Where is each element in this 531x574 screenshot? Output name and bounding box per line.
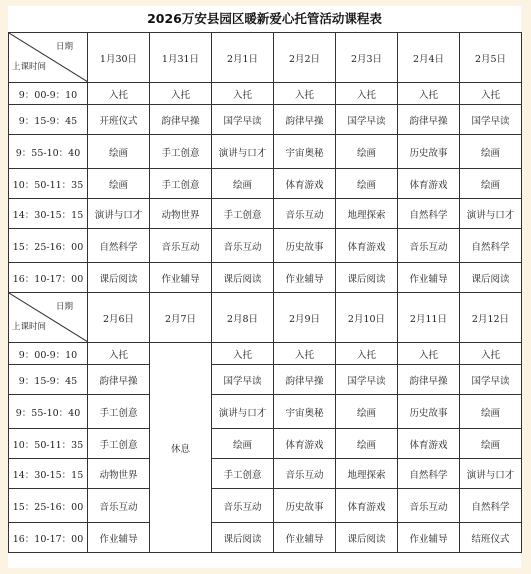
activity-cell: 入托	[460, 83, 522, 105]
date-header-cell: 2月11日	[398, 293, 460, 343]
activity-cell: 课后阅读	[336, 523, 398, 553]
activity-cell: 音乐互动	[274, 199, 336, 229]
activity-cell: 体育游戏	[336, 229, 398, 263]
schedule-row	[9, 105, 522, 135]
schedule-row	[9, 395, 522, 429]
time-slot-cell: 9：55-10：40	[9, 135, 88, 169]
activity-cell: 入托	[212, 83, 274, 105]
activity-cell: 历史故事	[274, 489, 336, 523]
activity-cell: 自然科学	[398, 199, 460, 229]
activity-cell: 韵律早操	[274, 365, 336, 395]
corner-header-cell	[9, 293, 88, 343]
activity-cell: 绘画	[212, 169, 274, 199]
activity-cell: 入托	[150, 83, 212, 105]
activity-cell: 入托	[460, 343, 522, 365]
activity-cell: 课后阅读	[212, 263, 274, 293]
date-header-cell: 2月9日	[274, 293, 336, 343]
schedule-row	[9, 263, 522, 293]
date-header-cell: 2月2日	[274, 33, 336, 83]
activity-cell: 演讲与口才	[212, 395, 274, 429]
activity-cell: 开班仪式	[88, 105, 150, 135]
date-axis-label: 日期	[55, 42, 73, 52]
schedule-row	[9, 459, 522, 489]
page-title: 2026万安县园区暖新爱心托管活动课程表	[147, 11, 382, 26]
activity-cell: 课后阅读	[88, 263, 150, 293]
time-slot-cell: 10：50-11：35	[9, 169, 88, 199]
activity-cell: 地理探索	[336, 199, 398, 229]
date-header-cell: 2月7日	[150, 293, 212, 343]
schedule-row	[9, 83, 522, 105]
activity-cell: 音乐互动	[398, 489, 460, 523]
activity-cell: 入托	[398, 83, 460, 105]
activity-cell: 入托	[336, 83, 398, 105]
date-header-cell: 2月1日	[212, 33, 274, 83]
activity-cell: 自然科学	[88, 229, 150, 263]
schedule-row	[9, 199, 522, 229]
activity-cell: 韵律早操	[88, 365, 150, 395]
activity-cell: 绘画	[460, 169, 522, 199]
time-slot-cell: 16：10-17：00	[9, 523, 88, 553]
diagonal-divider	[9, 33, 88, 82]
activity-cell: 动物世界	[88, 459, 150, 489]
header-row	[9, 293, 522, 343]
activity-cell: 音乐互动	[274, 459, 336, 489]
activity-cell: 国学早读	[212, 365, 274, 395]
date-header-cell: 1月31日	[150, 33, 212, 83]
activity-cell: 手工创意	[212, 199, 274, 229]
activity-cell: 演讲与口才	[212, 135, 274, 169]
activity-cell: 宇宙奥秘	[274, 135, 336, 169]
date-header-cell: 2月10日	[336, 293, 398, 343]
time-slot-cell: 9：15-9：45	[9, 105, 88, 135]
activity-cell: 绘画	[88, 169, 150, 199]
activity-cell: 绘画	[460, 395, 522, 429]
corner-header-cell	[9, 33, 88, 83]
activity-cell: 绘画	[336, 429, 398, 459]
activity-cell: 体育游戏	[398, 429, 460, 459]
time-axis-label: 上课时间	[12, 62, 47, 72]
date-header-cell: 2月4日	[398, 33, 460, 83]
activity-cell: 韵律早操	[398, 365, 460, 395]
time-slot-cell: 9：55-10：40	[9, 395, 88, 429]
activity-cell: 音乐互动	[398, 229, 460, 263]
activity-cell: 自然科学	[460, 489, 522, 523]
activity-cell: 入托	[274, 83, 336, 105]
time-slot-cell: 14：30-15：15	[9, 459, 88, 489]
activity-cell: 作业辅导	[150, 263, 212, 293]
activity-cell: 作业辅导	[398, 263, 460, 293]
activity-cell: 入托	[88, 83, 150, 105]
time-slot-cell: 9：15-9：45	[9, 365, 88, 395]
activity-cell: 演讲与口才	[460, 199, 522, 229]
activity-cell: 韵律早操	[274, 105, 336, 135]
activity-cell: 手工创意	[88, 429, 150, 459]
activity-cell: 历史故事	[398, 395, 460, 429]
activity-cell: 韵律早操	[150, 105, 212, 135]
activity-cell: 演讲与口才	[88, 199, 150, 229]
activity-cell: 绘画	[212, 429, 274, 459]
activity-cell: 宇宙奥秘	[274, 395, 336, 429]
activity-cell: 作业辅导	[398, 523, 460, 553]
activity-cell: 绘画	[460, 135, 522, 169]
activity-cell: 地理探索	[336, 459, 398, 489]
activity-cell: 绘画	[336, 135, 398, 169]
activity-cell: 入托	[398, 343, 460, 365]
activity-cell: 国学早读	[460, 105, 522, 135]
activity-cell: 课后阅读	[336, 263, 398, 293]
schedule-row	[9, 365, 522, 395]
schedule-row	[9, 343, 522, 365]
activity-cell: 体育游戏	[336, 489, 398, 523]
activity-cell: 动物世界	[150, 199, 212, 229]
header-row	[9, 33, 522, 83]
activity-cell: 绘画	[88, 135, 150, 169]
activity-cell: 课后阅读	[460, 263, 522, 293]
activity-cell: 音乐互动	[212, 229, 274, 263]
activity-cell: 作业辅导	[274, 263, 336, 293]
diagonal-divider	[9, 293, 88, 342]
activity-cell: 国学早读	[336, 105, 398, 135]
activity-cell: 音乐互动	[150, 229, 212, 263]
activity-cell: 自然科学	[398, 459, 460, 489]
activity-cell: 体育游戏	[274, 429, 336, 459]
time-slot-cell: 15：25-16：00	[9, 229, 88, 263]
date-header-cell: 2月6日	[88, 293, 150, 343]
activity-cell: 手工创意	[212, 459, 274, 489]
schedule-row	[9, 169, 522, 199]
activity-cell: 入托	[274, 343, 336, 365]
activity-cell: 演讲与口才	[460, 459, 522, 489]
activity-cell: 手工创意	[88, 395, 150, 429]
schedule-row	[9, 489, 522, 523]
activity-cell: 课后阅读	[212, 523, 274, 553]
activity-cell: 历史故事	[274, 229, 336, 263]
activity-cell: 国学早读	[460, 365, 522, 395]
activity-cell: 国学早读	[212, 105, 274, 135]
date-axis-label: 日期	[55, 302, 73, 312]
activity-cell: 绘画	[336, 169, 398, 199]
activity-cell: 手工创意	[150, 169, 212, 199]
schedule-row	[9, 229, 522, 263]
rest-day-cell: 休息	[150, 343, 212, 553]
activity-cell: 结班仪式	[460, 523, 522, 553]
schedule-row	[9, 429, 522, 459]
activity-cell: 入托	[336, 343, 398, 365]
activity-cell: 作业辅导	[88, 523, 150, 553]
activity-cell: 自然科学	[460, 229, 522, 263]
time-slot-cell: 14：30-15：15	[9, 199, 88, 229]
time-slot-cell: 16：10-17：00	[9, 263, 88, 293]
date-header-cell: 1月30日	[88, 33, 150, 83]
activity-cell: 音乐互动	[212, 489, 274, 523]
activity-cell: 韵律早操	[398, 105, 460, 135]
activity-cell: 体育游戏	[398, 169, 460, 199]
activity-cell: 音乐互动	[88, 489, 150, 523]
schedule-row	[9, 135, 522, 169]
date-header-cell: 2月8日	[212, 293, 274, 343]
activity-cell: 历史故事	[398, 135, 460, 169]
time-axis-label: 上课时间	[12, 322, 47, 332]
time-slot-cell: 9：00-9：10	[9, 83, 88, 105]
date-header-cell: 2月12日	[460, 293, 522, 343]
date-header-cell: 2月5日	[460, 33, 522, 83]
activity-cell: 体育游戏	[274, 169, 336, 199]
schedule-sheet	[8, 6, 521, 568]
schedule-row	[9, 523, 522, 553]
activity-cell: 作业辅导	[274, 523, 336, 553]
activity-cell: 入托	[212, 343, 274, 365]
date-header-cell: 2月3日	[336, 33, 398, 83]
time-slot-cell: 15：25-16：00	[9, 489, 88, 523]
activity-cell: 绘画	[460, 429, 522, 459]
activity-cell: 国学早读	[336, 365, 398, 395]
schedule-table	[8, 32, 522, 553]
activity-cell: 手工创意	[150, 135, 212, 169]
activity-cell: 入托	[88, 343, 150, 365]
activity-cell: 绘画	[336, 395, 398, 429]
time-slot-cell: 9：00-9：10	[9, 343, 88, 365]
time-slot-cell: 10：50-11：35	[9, 429, 88, 459]
